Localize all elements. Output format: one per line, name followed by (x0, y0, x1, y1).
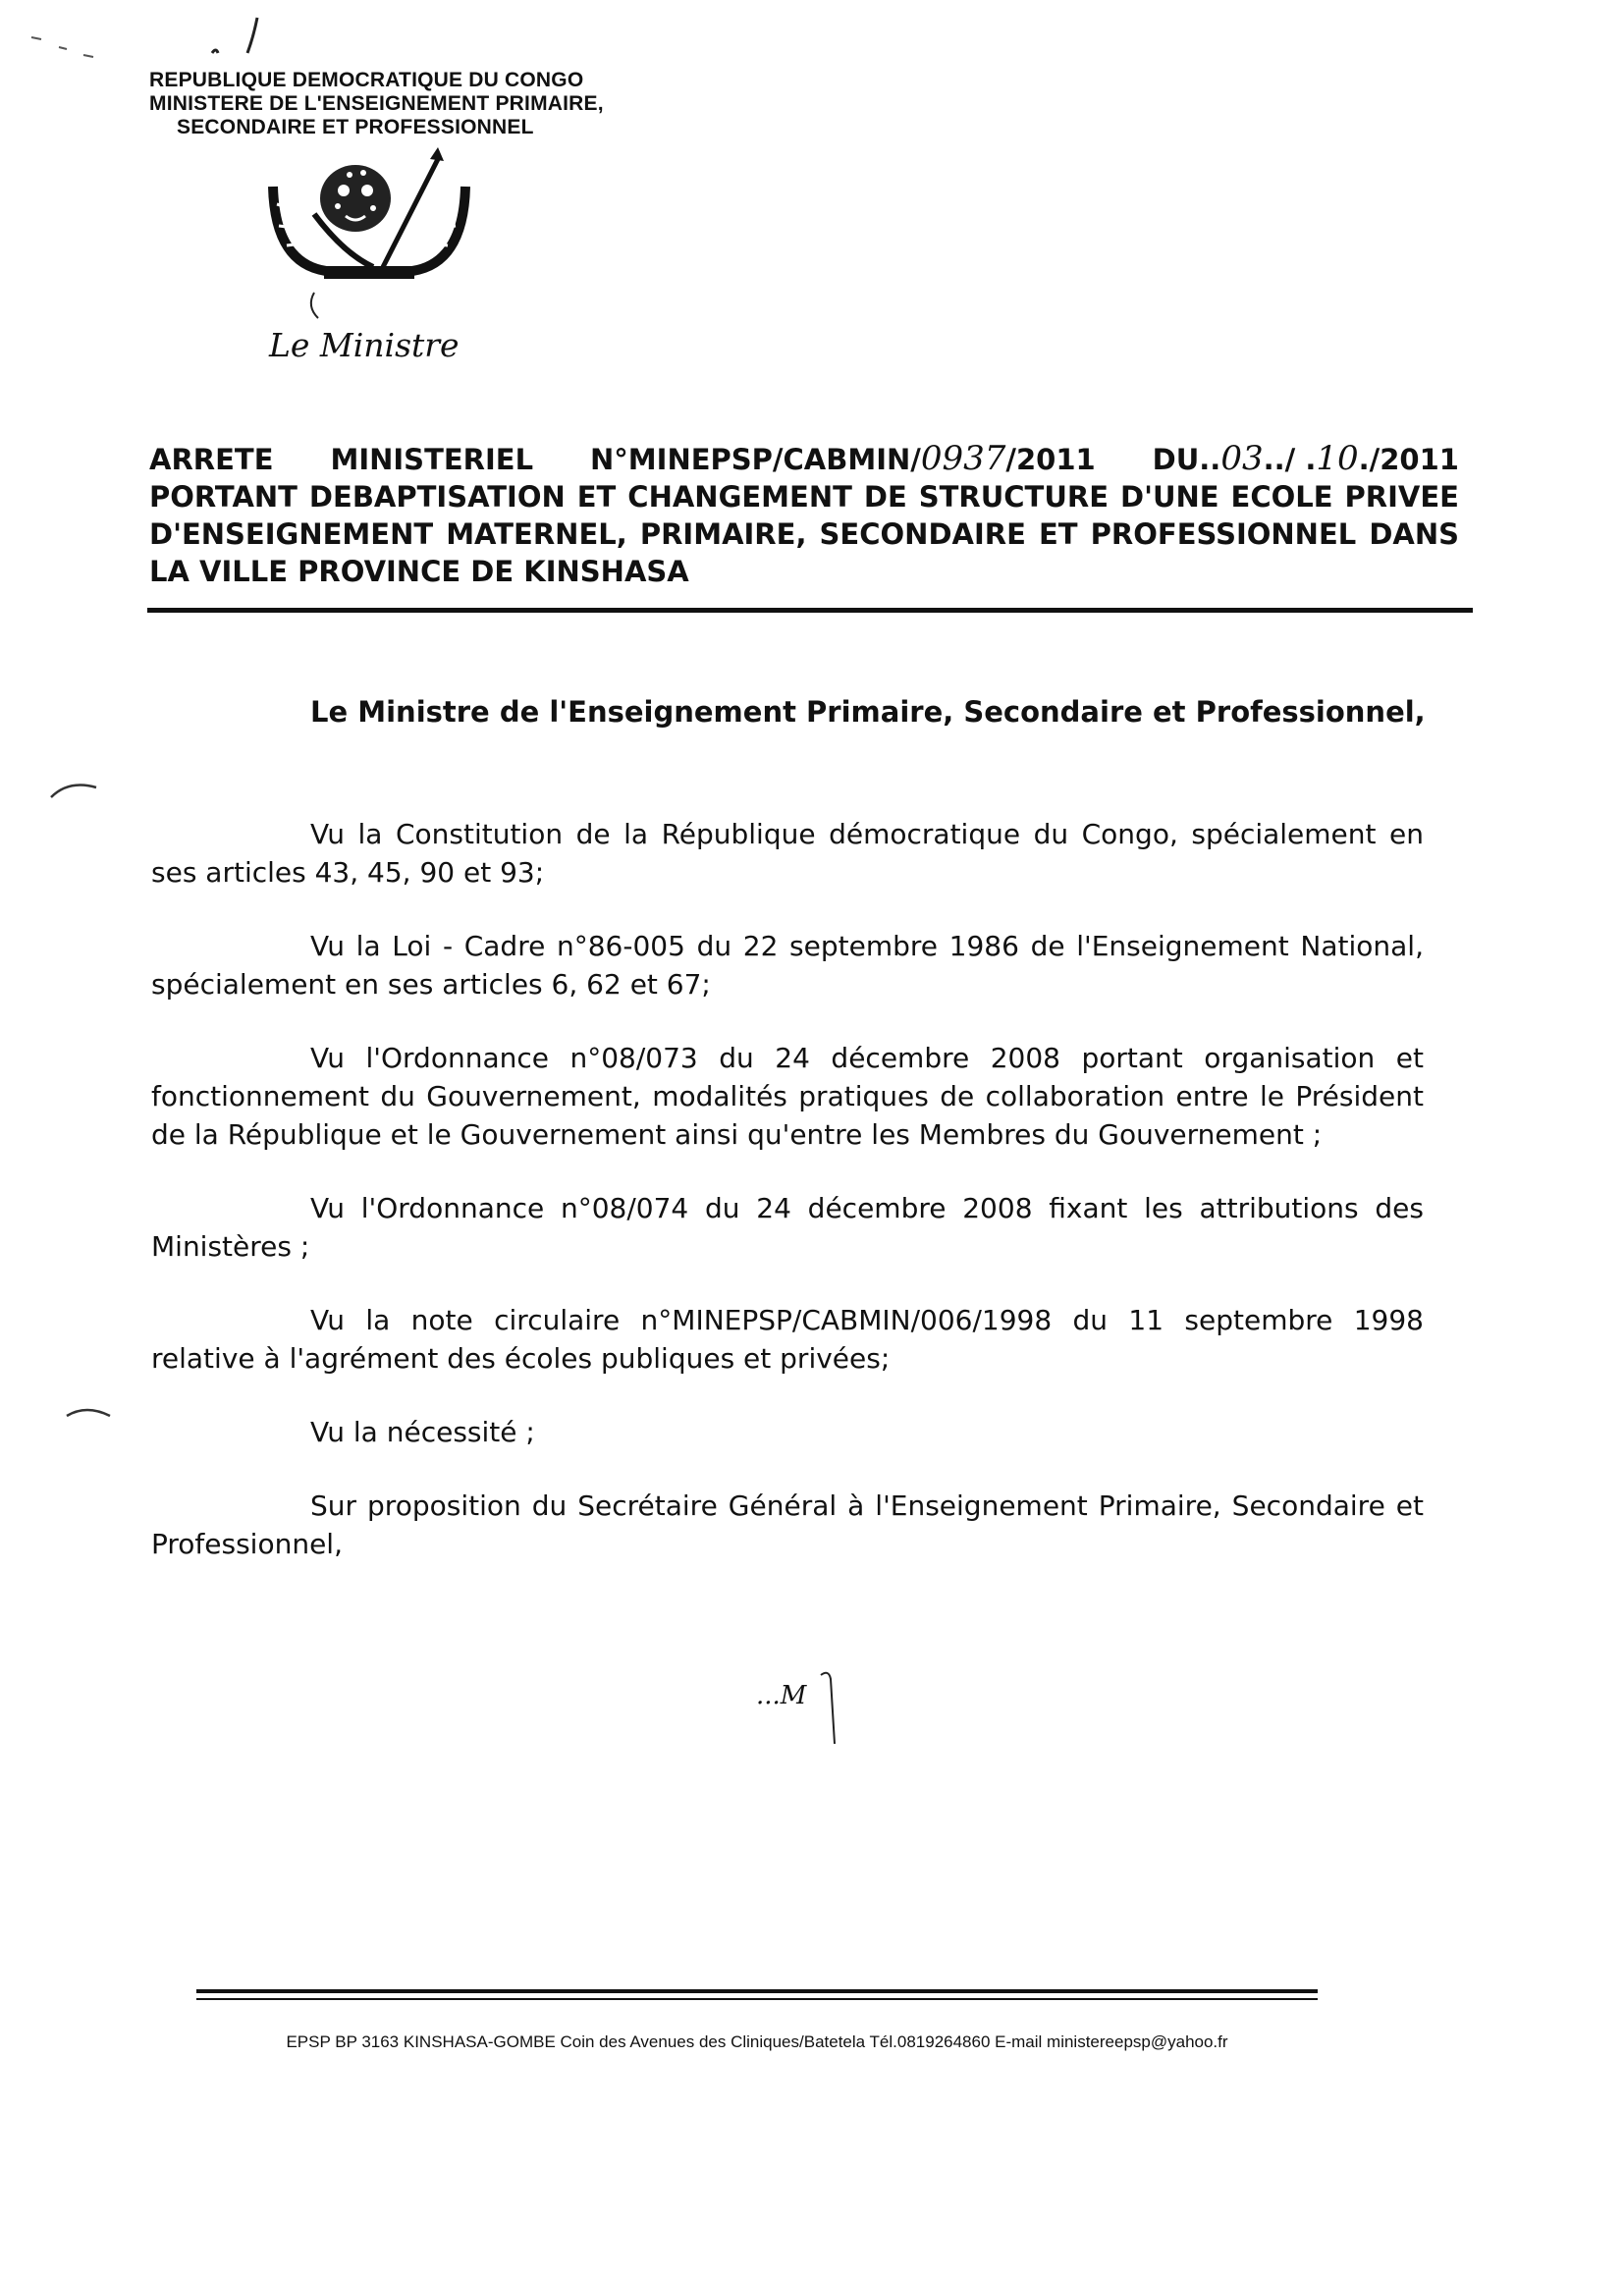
ref-prefix: ARRETE (149, 443, 274, 476)
ref-middle: MINISTERIEL (330, 443, 534, 476)
decree-reference-line (149, 440, 1459, 478)
footer-rule-thick (196, 1989, 1318, 1993)
preamble-paragraph: Vu l'Ordonnance n°08/074 du 24 décembre 2008 fixant les attributions des Ministères ; (151, 1192, 1424, 1263)
ref-code: N°MINEPSP/CABMIN/ (590, 443, 921, 476)
ref-number-group (590, 440, 1096, 478)
date-prefix: DU (1152, 443, 1200, 476)
preamble-paragraph: Vu la Loi - Cadre n°86-005 du 22 septembre 1986 de l'Enseignement National, spécialement en ses articles 6, 62 et 67; (151, 930, 1424, 1001)
ref-year: /2011 (1005, 443, 1096, 476)
title-divider (147, 608, 1473, 613)
minister-heading: Le Ministre de l'Enseignement Primaire, Secondaire et Professionnel, (310, 695, 1426, 729)
decree-title (149, 440, 1459, 590)
preamble-paragraph: Sur proposition du Secrétaire Général à l'Enseignement Primaire, Secondaire et Professionnel, (151, 1490, 1424, 1560)
date-month-handwritten: 10 (1316, 439, 1359, 478)
ref-date-group: DU..03../ .10./2011 (1152, 439, 1459, 478)
scan-mark-left-1 (47, 776, 106, 805)
preamble-paragraph: Vu la note circulaire n°MINEPSP/CABMIN/006/1998 du 11 septembre 1998 relative à l'agrément des écoles publiques et privées; (151, 1304, 1424, 1375)
minister-signature-label: Le Ministre (269, 326, 460, 364)
letterhead-ministry-cont: SECONDAIRE ET PROFESSIONNEL (177, 116, 534, 138)
title-line-2: PORTANT DEBAPTISATION ET CHANGEMENT DE STRUCTURE D'UNE ECOLE PRIVEE (149, 480, 1459, 514)
ref-number-handwritten: 0937 (920, 439, 1006, 478)
footer-rule-thin (196, 1998, 1318, 2000)
preamble-paragraph: Vu la nécessité ; (310, 1416, 535, 1448)
preamble-paragraph: Vu l'Ordonnance n°08/073 du 24 décembre 2008 portant organisation et fonctionnement du Gouvernement, modalités pratiques de collaboration entre le Président de la République et le Gouvernement ainsi qu'entre les Membres du Gouvernement ; (151, 1042, 1424, 1151)
continuation-mark (756, 1669, 854, 1748)
letterhead (149, 69, 699, 139)
preamble-paragraph: Vu la Constitution de la République démocratique du Congo, spécialement en ses articles 43, 45, 90 et 93; (151, 818, 1424, 889)
title-line-4: LA VILLE PROVINCE DE KINSHASA (149, 555, 689, 588)
decree-preamble (151, 815, 1424, 1598)
scan-mark-top-left (29, 29, 118, 69)
letterhead-country: REPUBLIQUE DEMOCRATIQUE DU CONGO (149, 69, 584, 91)
date-year: /2011 (1369, 443, 1459, 476)
leopard-coat-of-arms-icon (255, 145, 481, 322)
scan-mark-left-2 (63, 1398, 122, 1428)
date-day-handwritten: 03 (1220, 439, 1264, 478)
handwritten-initial-top (196, 14, 275, 73)
date-sep: / (1284, 443, 1296, 476)
title-line-3: D'ENSEIGNEMENT MATERNEL, PRIMAIRE, SECONDAIRE ET PROFESSIONNEL DANS (149, 517, 1459, 551)
footer-address: EPSP BP 3163 KINSHASA-GOMBE Coin des Avenues des Cliniques/Batetela Tél.0819264860 E-mail ministereepsp@yahoo.fr (286, 2032, 1228, 2051)
continuation-stroke-icon (817, 1669, 846, 1748)
letterhead-ministry: MINISTERE DE L'ENSEIGNEMENT PRIMAIRE, (149, 92, 604, 115)
continuation-text: ...M (756, 1681, 807, 1710)
